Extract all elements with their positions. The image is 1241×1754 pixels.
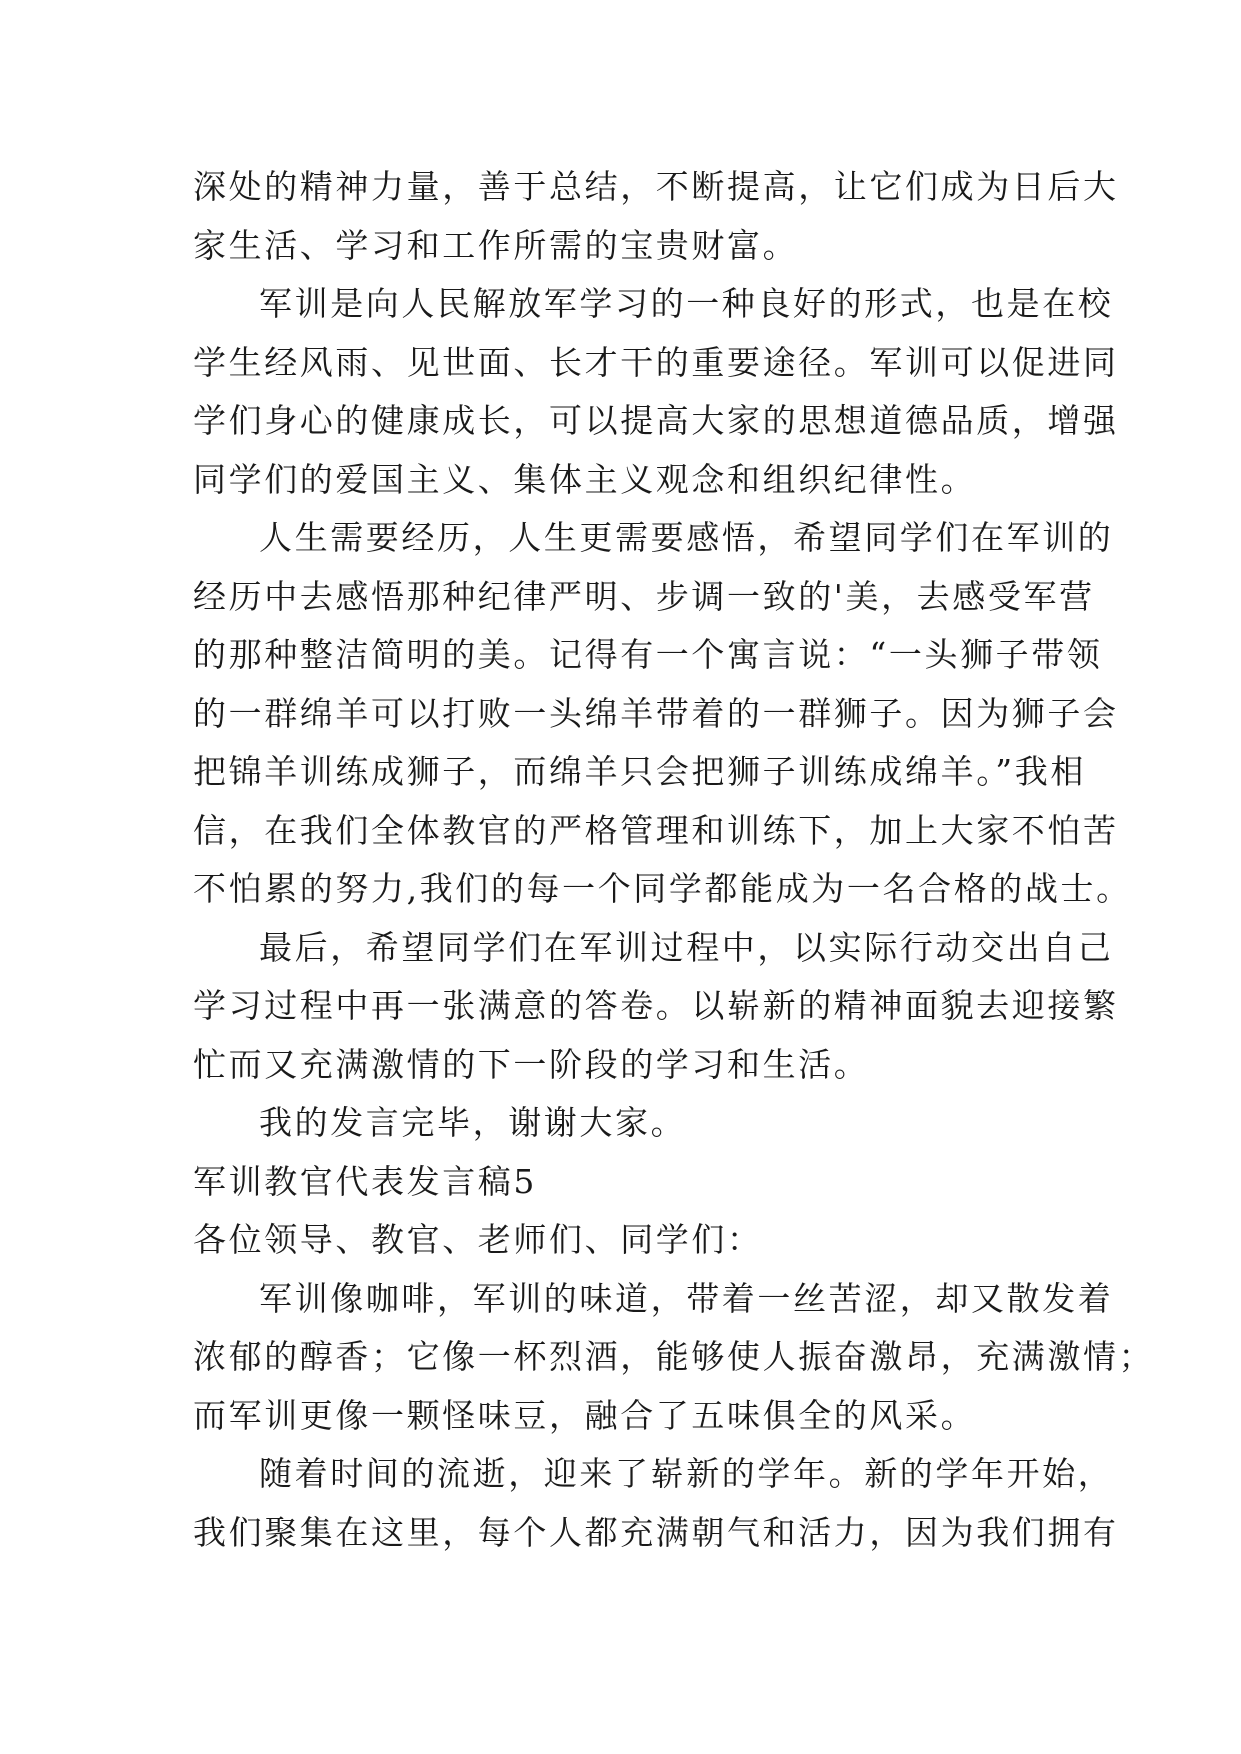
text-line: 我的发言完毕，谢谢大家。 [259, 1103, 687, 1142]
text-line: 最后，希望同学们在军训过程中，以实际行动交出自己 [259, 927, 1114, 967]
text-line: 的一群绵羊可以打败一头绵羊带着的一群狮子。因为狮子会 [193, 693, 1119, 733]
section-heading: 军训教官代表发言稿5 [193, 1161, 537, 1201]
text-line: 军训像咖啡，军训的味道，带着一丝苦涩，却又散发着 [259, 1278, 1114, 1318]
text-line: 学生经风雨、见世面、长才干的重要途径。军训可以促进同 [193, 342, 1119, 382]
text-line: 学习过程中再一张满意的答卷。以崭新的精神面貌去迎接繁 [193, 986, 1119, 1025]
text-line: 我们聚集在这里，每个人都充满朝气和活力，因为我们拥有 [193, 1512, 1119, 1552]
text-line: 把锦羊训练成狮子，而绵羊只会把狮子训练成绵羊。”我相 [193, 752, 1086, 791]
document-body [193, 158, 1155, 1562]
text-line: 随着时间的流逝，迎来了崭新的学年。新的学年开始， [259, 1454, 1114, 1493]
text-line: 不怕累的努力,我们的每一个同学都能成为一名合格的战士。 [193, 869, 1132, 908]
text-line: 浓郁的醇香；它像一杯烈酒，能够使人振奋激昂，充满激情； [193, 1337, 1155, 1376]
text-line: 军训是向人民解放军学习的一种良好的形式，也是在校 [259, 284, 1114, 323]
text-line: 同学们的爱国主义、集体主义观念和组织纪律性。 [193, 459, 977, 499]
salutation: 各位领导、教官、老师们、同学们： [193, 1220, 763, 1259]
text-line: 的那种整洁简明的美。记得有一个寓言说：“一头狮子带领 [193, 635, 1103, 674]
text-line: 人生需要经历，人生更需要感悟，希望同学们在军训的 [259, 518, 1114, 557]
text-line: 忙而又充满激情的下一阶段的学习和生活。 [193, 1044, 870, 1084]
text-line: 经历中去感悟那种纪律严明、步调一致的'美，去感受军营 [193, 576, 1095, 616]
text-line: 深处的精神力量，善于总结，不断提高，让它们成为日后大 [193, 167, 1119, 206]
text-line: 而军训更像一颗怪味豆，融合了五味俱全的风采。 [193, 1395, 977, 1435]
text-line: 信，在我们全体教官的严格管理和训练下，加上大家不怕苦 [193, 810, 1119, 850]
text-line: 学们身心的健康成长，可以提高大家的思想道德品质，增强 [193, 401, 1119, 440]
text-line: 家生活、学习和工作所需的宝贵财富。 [193, 225, 799, 265]
